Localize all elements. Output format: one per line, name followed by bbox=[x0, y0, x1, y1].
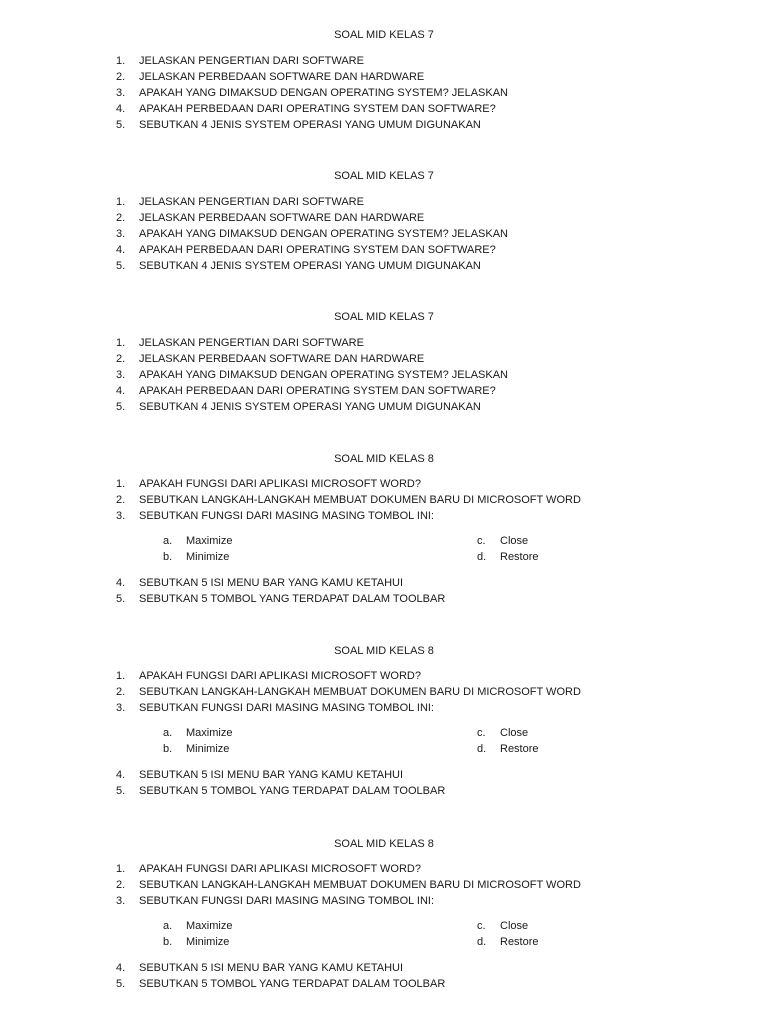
option-letter: a. bbox=[163, 535, 173, 547]
section-title: SOAL MID KELAS 7 bbox=[334, 311, 434, 323]
question-text: JELASKAN PENGERTIAN DARI SOFTWARE bbox=[139, 55, 364, 67]
option-letter: d. bbox=[477, 743, 487, 755]
question-text: SEBUTKAN FUNGSI DARI MASING MASING TOMBOL INI: bbox=[139, 510, 435, 522]
option-text: Minimize bbox=[186, 936, 230, 948]
question-text: APAKAH FUNGSI DARI APLIKASI MICROSOFT WORD? bbox=[139, 670, 421, 682]
section-title: SOAL MID KELAS 7 bbox=[334, 170, 434, 182]
question-text: SEBUTKAN 5 ISI MENU BAR YANG KAMU KETAHUI bbox=[139, 769, 404, 781]
question-number: 3. bbox=[116, 87, 126, 99]
question-number: 1. bbox=[116, 55, 126, 67]
question-number: 1. bbox=[116, 670, 126, 682]
option-text: Maximize bbox=[186, 535, 233, 547]
option-text: Restore bbox=[500, 743, 539, 755]
question-number: 1. bbox=[116, 196, 126, 208]
question-number: 3. bbox=[116, 369, 126, 381]
exam-section bbox=[0, 837, 768, 997]
question-number: 3. bbox=[116, 895, 126, 907]
question-number: 4. bbox=[116, 577, 126, 589]
exam-section bbox=[0, 452, 768, 612]
question-number: 4. bbox=[116, 244, 126, 256]
section-title: SOAL MID KELAS 7 bbox=[334, 29, 434, 41]
option-text: Close bbox=[500, 535, 529, 547]
question-number: 4. bbox=[116, 962, 126, 974]
question-text: SEBUTKAN 4 JENIS SYSTEM OPERASI YANG UMUM DIGUNAKAN bbox=[139, 401, 481, 413]
option-letter: c. bbox=[477, 920, 486, 932]
option-row bbox=[0, 549, 768, 565]
option-text: Minimize bbox=[186, 743, 230, 755]
question-text: SEBUTKAN 4 JENIS SYSTEM OPERASI YANG UMUM DIGUNAKAN bbox=[139, 119, 481, 131]
option-row bbox=[0, 725, 768, 741]
question-number: 3. bbox=[116, 510, 126, 522]
section-title: SOAL MID KELAS 8 bbox=[334, 645, 434, 657]
question-number: 3. bbox=[116, 702, 126, 714]
question-text: JELASKAN PERBEDAAN SOFTWARE DAN HARDWARE bbox=[139, 71, 425, 83]
option-text: Close bbox=[500, 920, 529, 932]
question-number: 5. bbox=[116, 401, 126, 413]
question-number: 2. bbox=[116, 353, 126, 365]
question-text: SEBUTKAN LANGKAH-LANGKAH MEMBUAT DOKUMEN BARU DI MICROSOFT WORD bbox=[139, 879, 581, 891]
option-row bbox=[0, 918, 768, 934]
question-text: APAKAH FUNGSI DARI APLIKASI MICROSOFT WORD? bbox=[139, 863, 421, 875]
question-number: 4. bbox=[116, 103, 126, 115]
question-text: SEBUTKAN 5 ISI MENU BAR YANG KAMU KETAHUI bbox=[139, 577, 404, 589]
option-letter: d. bbox=[477, 936, 487, 948]
option-letter: b. bbox=[163, 743, 173, 755]
question-number: 5. bbox=[116, 978, 126, 990]
question-text: SEBUTKAN 5 TOMBOL YANG TERDAPAT DALAM TOOLBAR bbox=[139, 978, 446, 990]
question-text: SEBUTKAN FUNGSI DARI MASING MASING TOMBOL INI: bbox=[139, 702, 435, 714]
option-text: Restore bbox=[500, 936, 539, 948]
option-text: Close bbox=[500, 727, 529, 739]
option-letter: d. bbox=[477, 551, 487, 563]
option-letter: b. bbox=[163, 936, 173, 948]
question-number: 5. bbox=[116, 260, 126, 272]
question-text: SEBUTKAN FUNGSI DARI MASING MASING TOMBOL INI: bbox=[139, 895, 435, 907]
question-text: APAKAH PERBEDAAN DARI OPERATING SYSTEM DAN SOFTWARE? bbox=[139, 385, 496, 397]
question-number: 4. bbox=[116, 769, 126, 781]
section-title: SOAL MID KELAS 8 bbox=[334, 838, 434, 850]
question-number: 3. bbox=[116, 228, 126, 240]
option-letter: c. bbox=[477, 727, 486, 739]
question-text: SEBUTKAN LANGKAH-LANGKAH MEMBUAT DOKUMEN BARU DI MICROSOFT WORD bbox=[139, 494, 581, 506]
question-text: SEBUTKAN 5 TOMBOL YANG TERDAPAT DALAM TOOLBAR bbox=[139, 785, 446, 797]
question-number: 5. bbox=[116, 593, 126, 605]
exam-section bbox=[0, 310, 768, 420]
exam-section bbox=[0, 28, 768, 138]
question-text: APAKAH PERBEDAAN DARI OPERATING SYSTEM DAN SOFTWARE? bbox=[139, 103, 496, 115]
question-number: 2. bbox=[116, 879, 126, 891]
exam-section bbox=[0, 644, 768, 804]
question-text: APAKAH YANG DIMAKSUD DENGAN OPERATING SYSTEM? JELASKAN bbox=[139, 369, 508, 381]
option-row bbox=[0, 741, 768, 757]
question-text: JELASKAN PERBEDAAN SOFTWARE DAN HARDWARE bbox=[139, 353, 425, 365]
question-number: 1. bbox=[116, 478, 126, 490]
option-text: Maximize bbox=[186, 920, 233, 932]
option-text: Restore bbox=[500, 551, 539, 563]
question-number: 2. bbox=[116, 686, 126, 698]
question-text: JELASKAN PENGERTIAN DARI SOFTWARE bbox=[139, 337, 364, 349]
option-letter: b. bbox=[163, 551, 173, 563]
option-letter: a. bbox=[163, 920, 173, 932]
question-number: 2. bbox=[116, 494, 126, 506]
option-letter: a. bbox=[163, 727, 173, 739]
section-title: SOAL MID KELAS 8 bbox=[334, 453, 434, 465]
question-text: SEBUTKAN 5 TOMBOL YANG TERDAPAT DALAM TOOLBAR bbox=[139, 593, 446, 605]
question-number: 1. bbox=[116, 337, 126, 349]
question-text: SEBUTKAN LANGKAH-LANGKAH MEMBUAT DOKUMEN BARU DI MICROSOFT WORD bbox=[139, 686, 581, 698]
question-number: 4. bbox=[116, 385, 126, 397]
question-text: APAKAH YANG DIMAKSUD DENGAN OPERATING SYSTEM? JELASKAN bbox=[139, 87, 508, 99]
option-text: Maximize bbox=[186, 727, 233, 739]
question-text: APAKAH PERBEDAAN DARI OPERATING SYSTEM DAN SOFTWARE? bbox=[139, 244, 496, 256]
question-number: 5. bbox=[116, 119, 126, 131]
question-text: APAKAH FUNGSI DARI APLIKASI MICROSOFT WORD? bbox=[139, 478, 421, 490]
option-text: Minimize bbox=[186, 551, 230, 563]
question-text: JELASKAN PENGERTIAN DARI SOFTWARE bbox=[139, 196, 364, 208]
question-text: JELASKAN PERBEDAAN SOFTWARE DAN HARDWARE bbox=[139, 212, 425, 224]
option-letter: c. bbox=[477, 535, 486, 547]
question-text: SEBUTKAN 5 ISI MENU BAR YANG KAMU KETAHUI bbox=[139, 962, 404, 974]
question-number: 2. bbox=[116, 71, 126, 83]
question-number: 2. bbox=[116, 212, 126, 224]
exam-section bbox=[0, 169, 768, 279]
question-number: 1. bbox=[116, 863, 126, 875]
option-row bbox=[0, 934, 768, 950]
option-row bbox=[0, 533, 768, 549]
question-number: 5. bbox=[116, 785, 126, 797]
question-text: SEBUTKAN 4 JENIS SYSTEM OPERASI YANG UMUM DIGUNAKAN bbox=[139, 260, 481, 272]
question-text: APAKAH YANG DIMAKSUD DENGAN OPERATING SYSTEM? JELASKAN bbox=[139, 228, 508, 240]
